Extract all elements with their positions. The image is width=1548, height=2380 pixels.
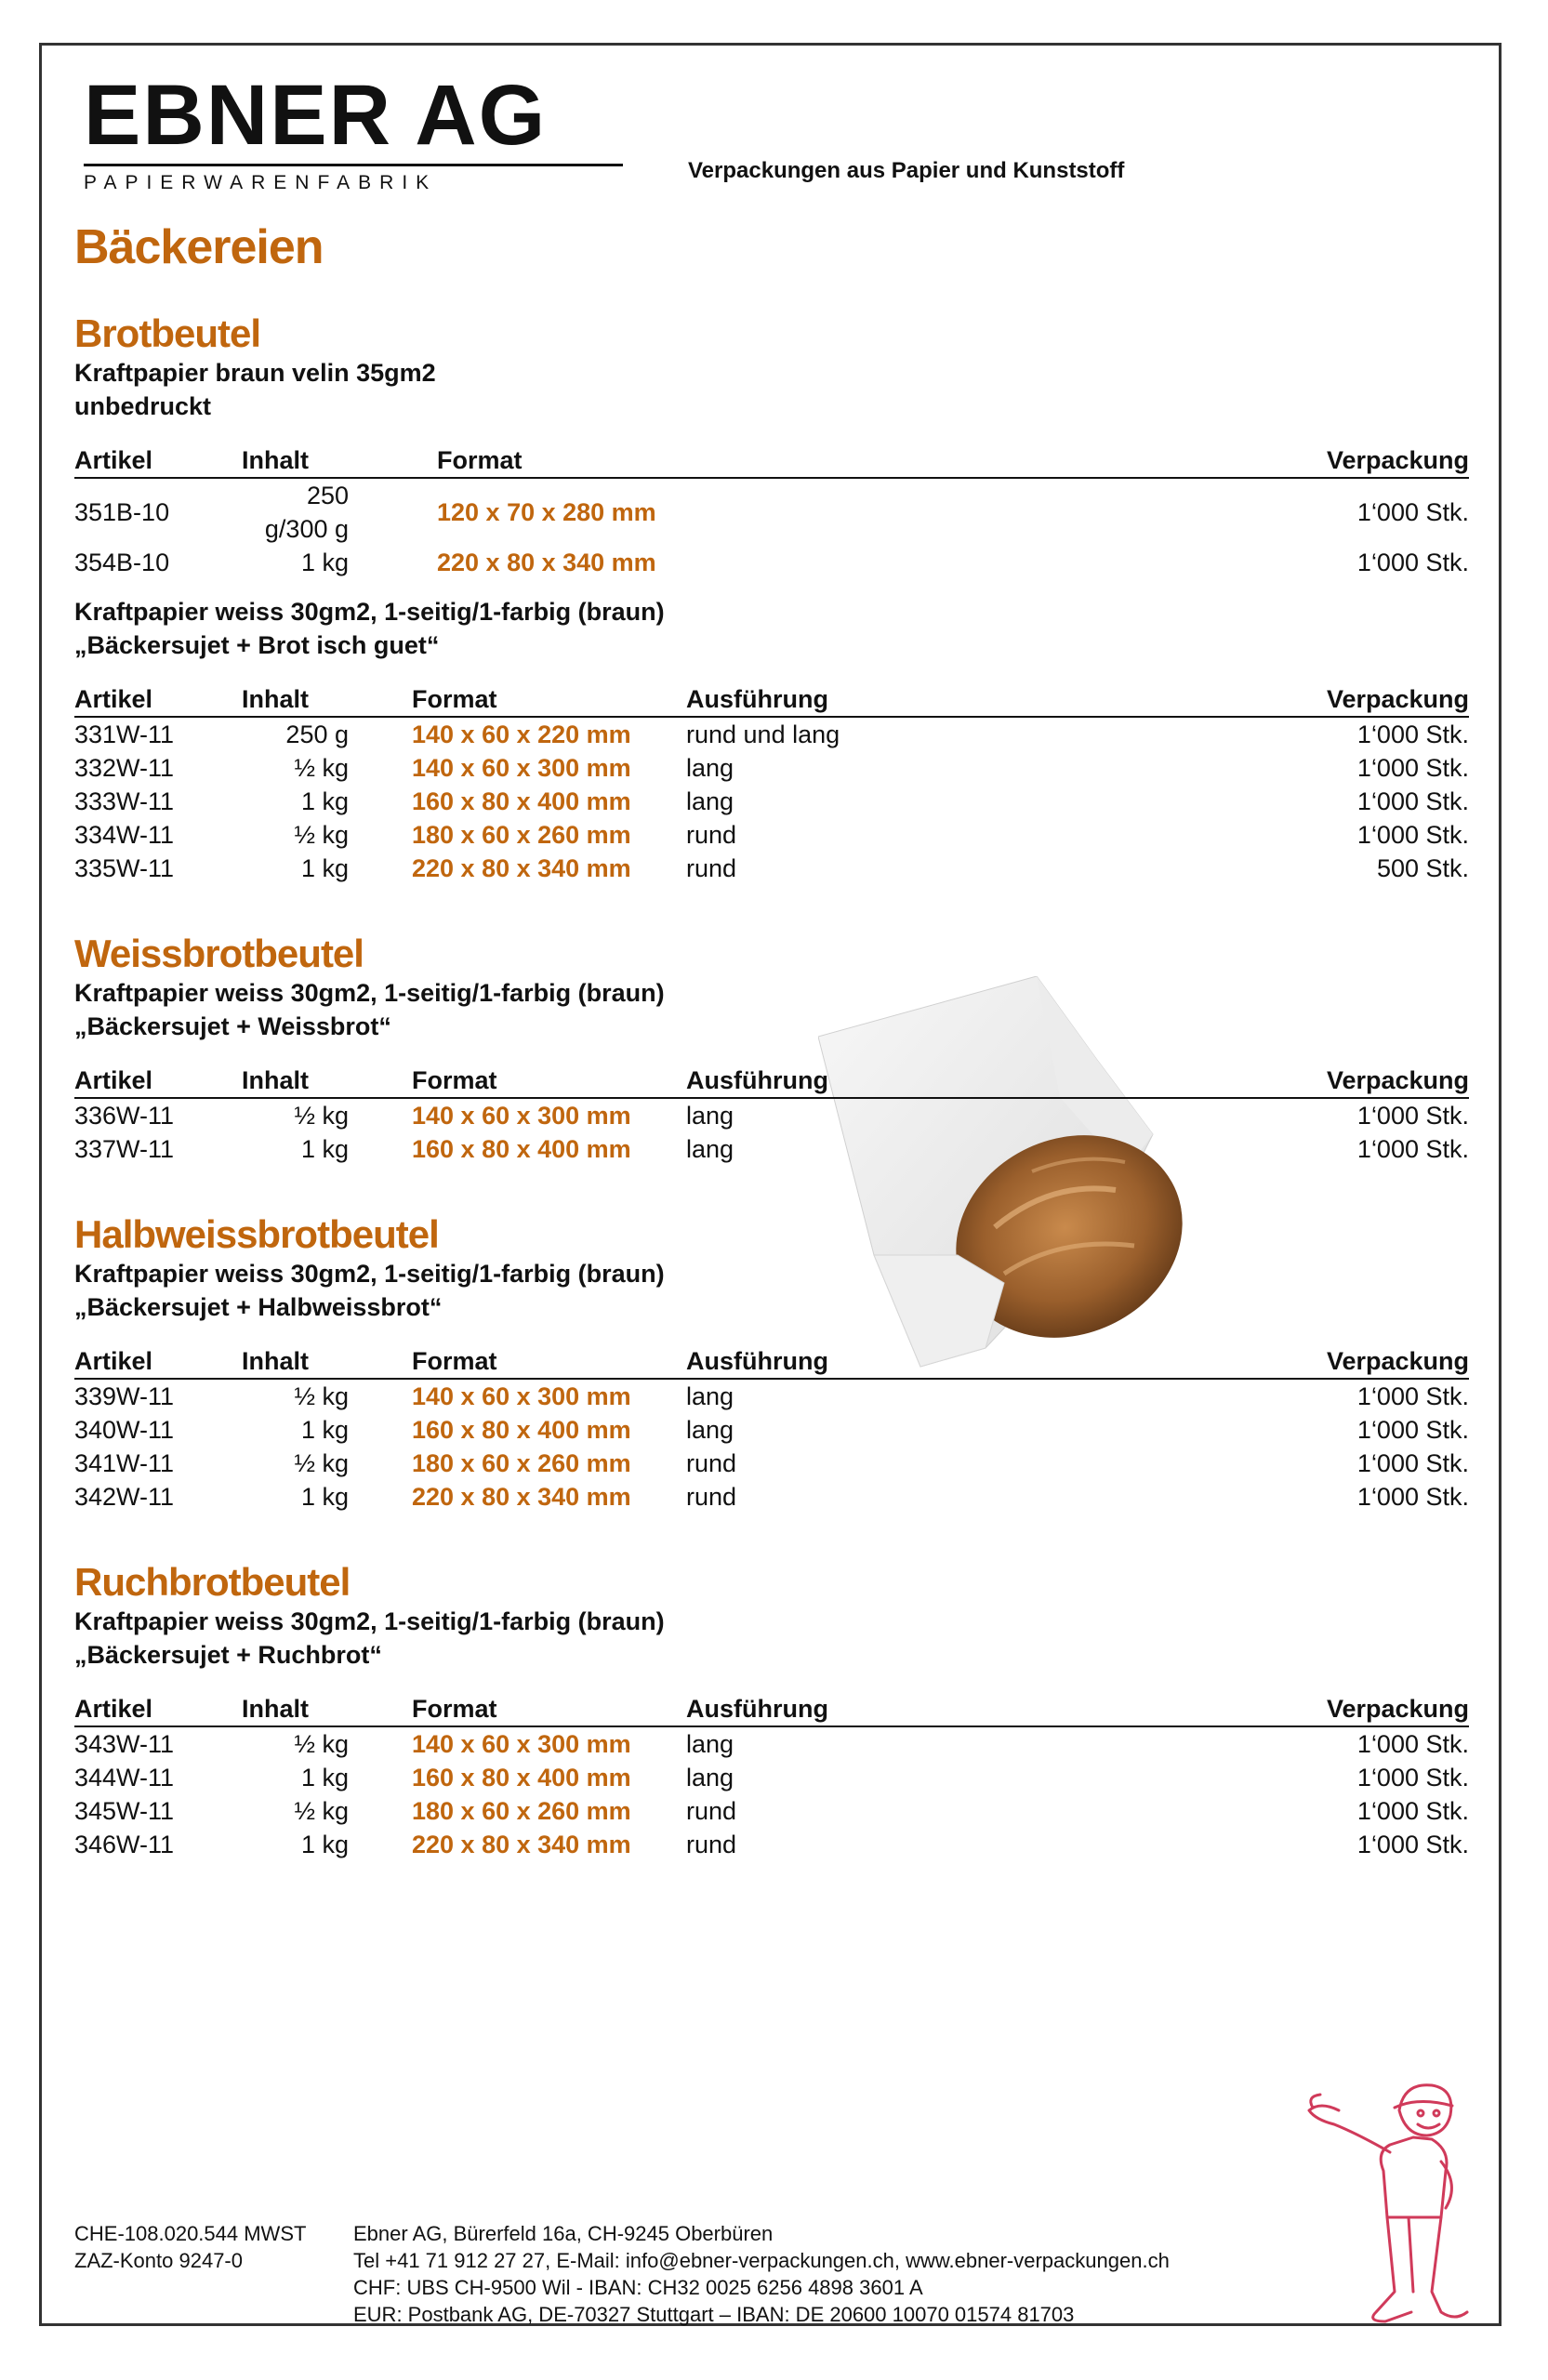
header-ausfuehrung: Ausführung <box>686 1344 1237 1379</box>
table-row <box>74 717 1469 751</box>
cell-format: 120 x 70 x 280 mm <box>437 498 656 526</box>
cell-inhalt: ½ kg <box>294 821 349 849</box>
header-verpackung: Verpackung <box>1237 1692 1469 1726</box>
section-ruchbrotbeutel <box>74 1560 1469 1861</box>
cell-verpackung: 1‘000 Stk. <box>1356 1483 1469 1511</box>
cell-artikel: 336W-11 <box>74 1102 175 1130</box>
footer-account: ZAZ-Konto 9247-0 <box>74 2249 243 2272</box>
page-title: Bäckereien <box>74 220 324 274</box>
table-row <box>74 1828 1469 1861</box>
cell-verpackung: 1‘000 Stk. <box>1356 754 1469 782</box>
header-artikel: Artikel <box>74 1692 242 1726</box>
cell-inhalt: 250 g <box>285 721 349 748</box>
cell-ausfuehrung: rund und lang <box>686 721 840 748</box>
footer-right <box>353 2220 1170 2328</box>
section-desc-2: „Bäckersujet + Weissbrot“ <box>74 1012 391 1040</box>
cell-inhalt: 1 kg <box>300 1764 349 1792</box>
section-desc-2: unbedruckt <box>74 392 212 420</box>
cell-artikel: 351B-10 <box>74 498 170 526</box>
header-ausfuehrung: Ausführung <box>686 682 1237 717</box>
cell-artikel: 342W-11 <box>74 1483 175 1511</box>
cell-inhalt: ½ kg <box>294 1382 349 1410</box>
table-row <box>74 1794 1469 1828</box>
cell-artikel: 339W-11 <box>74 1382 175 1410</box>
section-desc-1: Kraftpapier weiss 30gm2, 1-seitig/1-farbig (braun) <box>74 979 665 1007</box>
header-artikel: Artikel <box>74 443 242 478</box>
table-header-row <box>74 1064 1469 1098</box>
table-row <box>74 1480 1469 1514</box>
cell-inhalt: ½ kg <box>294 1797 349 1825</box>
header-verpackung: Verpackung <box>1237 1344 1469 1379</box>
table-header-row <box>74 1344 1469 1379</box>
table-row <box>74 852 1469 885</box>
section-desc-1: Kraftpapier weiss 30gm2, 1-seitig/1-farbig (braun) <box>74 1260 665 1288</box>
cell-verpackung: 1‘000 Stk. <box>1356 1831 1469 1858</box>
header-artikel: Artikel <box>74 1064 242 1098</box>
cell-format: 220 x 80 x 340 mm <box>412 1483 631 1511</box>
cell-artikel: 354B-10 <box>74 549 170 576</box>
cell-inhalt: 1 kg <box>300 1831 349 1858</box>
cell-verpackung: 1‘000 Stk. <box>1356 498 1469 526</box>
header-inhalt: Inhalt <box>242 1692 412 1726</box>
cell-verpackung: 1‘000 Stk. <box>1356 1382 1469 1410</box>
header-artikel: Artikel <box>74 682 242 717</box>
cell-artikel: 341W-11 <box>74 1449 175 1477</box>
cell-inhalt: 1 kg <box>300 787 349 815</box>
cell-artikel: 344W-11 <box>74 1764 175 1792</box>
cell-artikel: 334W-11 <box>74 821 175 849</box>
cell-ausfuehrung: lang <box>686 1764 734 1792</box>
header-ausfuehrung: Ausführung <box>686 1692 1237 1726</box>
section-title: Halbweissbrotbeutel <box>74 1212 439 1256</box>
cell-format: 140 x 60 x 220 mm <box>412 721 631 748</box>
cell-format: 140 x 60 x 300 mm <box>412 1730 631 1758</box>
cell-inhalt: ½ kg <box>294 754 349 782</box>
header-inhalt: Inhalt <box>242 443 437 478</box>
section-title: Ruchbrotbeutel <box>74 1560 351 1604</box>
header-ausfuehrung <box>711 443 1237 478</box>
header-ausfuehrung: Ausführung <box>686 1064 1237 1098</box>
product-table <box>74 443 1469 579</box>
cell-verpackung: 1‘000 Stk. <box>1356 549 1469 576</box>
table-header-row <box>74 682 1469 717</box>
cell-ausfuehrung: lang <box>686 787 734 815</box>
header-format: Format <box>412 682 686 717</box>
section-desc-2: „Bäckersujet + Ruchbrot“ <box>74 1641 382 1669</box>
product-table <box>74 682 1469 885</box>
section-desc-1: Kraftpapier braun velin 35gm2 <box>74 359 436 387</box>
header-format: Format <box>437 443 711 478</box>
cell-verpackung: 500 Stk. <box>1376 854 1469 882</box>
company-logo <box>84 68 623 194</box>
header-verpackung: Verpackung <box>1237 1064 1469 1098</box>
cell-ausfuehrung <box>711 546 1237 579</box>
logo-rule <box>84 164 623 166</box>
cell-ausfuehrung: lang <box>686 1102 734 1130</box>
section-desc-1: Kraftpapier weiss 30gm2, 1-seitig/1-farbig (braun) <box>74 598 665 626</box>
section-title: Weissbrotbeutel <box>74 932 364 975</box>
table-row <box>74 1098 1469 1132</box>
cell-ausfuehrung: rund <box>686 854 737 882</box>
header-verpackung: Verpackung <box>1237 682 1469 717</box>
cell-verpackung: 1‘000 Stk. <box>1356 1730 1469 1758</box>
cell-ausfuehrung: rund <box>686 1831 737 1858</box>
cell-ausfuehrung: rund <box>686 821 737 849</box>
table-header-row <box>74 1692 1469 1726</box>
cell-artikel: 331W-11 <box>74 721 175 748</box>
cell-inhalt: ½ kg <box>294 1730 349 1758</box>
cell-format: 160 x 80 x 400 mm <box>412 1416 631 1444</box>
cell-verpackung: 1‘000 Stk. <box>1356 1135 1469 1163</box>
section-weissbrotbeutel <box>74 932 1469 1166</box>
cell-format: 160 x 80 x 400 mm <box>412 1135 631 1163</box>
cell-format: 160 x 80 x 400 mm <box>412 1764 631 1792</box>
cell-ausfuehrung: lang <box>686 1382 734 1410</box>
cell-format: 180 x 60 x 260 mm <box>412 1449 631 1477</box>
cell-format: 140 x 60 x 300 mm <box>412 1102 631 1130</box>
header-inhalt: Inhalt <box>242 1064 412 1098</box>
header-tagline: Verpackungen aus Papier und Kunststoff <box>688 158 1125 183</box>
cell-ausfuehrung: rund <box>686 1483 737 1511</box>
cell-artikel: 345W-11 <box>74 1797 175 1825</box>
cell-verpackung: 1‘000 Stk. <box>1356 721 1469 748</box>
cell-ausfuehrung: lang <box>686 1730 734 1758</box>
cell-artikel: 333W-11 <box>74 787 175 815</box>
cell-format: 220 x 80 x 340 mm <box>412 1831 631 1858</box>
cell-inhalt: 1 kg <box>300 1135 349 1163</box>
footer-bank-chf: CHF: UBS CH-9500 Wil - IBAN: CH32 0025 6256 4898 3601 A <box>353 2276 923 2299</box>
table-row <box>74 546 1469 579</box>
cell-artikel: 337W-11 <box>74 1135 175 1163</box>
section-desc-1: Kraftpapier weiss 30gm2, 1-seitig/1-farbig (braun) <box>74 1607 665 1635</box>
cell-ausfuehrung: lang <box>686 1416 734 1444</box>
cell-verpackung: 1‘000 Stk. <box>1356 1797 1469 1825</box>
cell-ausfuehrung: rund <box>686 1449 737 1477</box>
cell-verpackung: 1‘000 Stk. <box>1356 787 1469 815</box>
table-row <box>74 1761 1469 1794</box>
cell-artikel: 332W-11 <box>74 754 175 782</box>
table-row <box>74 478 1469 546</box>
section-desc-2: „Bäckersujet + Brot isch guet“ <box>74 631 440 659</box>
footer-vat: CHE-108.020.544 MWST <box>74 2222 307 2245</box>
cell-verpackung: 1‘000 Stk. <box>1356 821 1469 849</box>
table-row <box>74 1447 1469 1480</box>
cell-inhalt: 1 kg <box>300 1416 349 1444</box>
section-brotbeutel <box>74 311 1469 579</box>
cell-ausfuehrung <box>711 478 1237 546</box>
product-table <box>74 1692 1469 1861</box>
logo-wordmark: EBNER AG <box>84 68 548 163</box>
product-table <box>74 1344 1469 1514</box>
header-inhalt: Inhalt <box>242 682 412 717</box>
cell-artikel: 335W-11 <box>74 854 175 882</box>
header-inhalt: Inhalt <box>242 1344 412 1379</box>
table-row <box>74 785 1469 818</box>
section-title: Brotbeutel <box>74 311 260 355</box>
table-row <box>74 818 1469 852</box>
table-row <box>74 1132 1469 1166</box>
cell-artikel: 343W-11 <box>74 1730 175 1758</box>
cell-ausfuehrung: rund <box>686 1797 737 1825</box>
cell-format: 220 x 80 x 340 mm <box>437 549 656 576</box>
cell-inhalt: ½ kg <box>294 1449 349 1477</box>
header-verpackung: Verpackung <box>1237 443 1469 478</box>
table-row <box>74 751 1469 785</box>
header-format: Format <box>412 1692 686 1726</box>
cell-format: 140 x 60 x 300 mm <box>412 754 631 782</box>
cell-format: 220 x 80 x 340 mm <box>412 854 631 882</box>
cell-format: 140 x 60 x 300 mm <box>412 1382 631 1410</box>
cell-inhalt: 1 kg <box>300 854 349 882</box>
table-header-row <box>74 443 1469 478</box>
table-row <box>74 1726 1469 1761</box>
cell-inhalt: ½ kg <box>294 1102 349 1130</box>
header-format: Format <box>412 1344 686 1379</box>
footer-bank-eur: EUR: Postbank AG, DE-70327 Stuttgart – IBAN: DE 20600 10070 01574 81703 <box>353 2303 1075 2326</box>
cell-inhalt: 250 g/300 g <box>264 482 349 543</box>
cell-verpackung: 1‘000 Stk. <box>1356 1416 1469 1444</box>
product-table <box>74 1064 1469 1166</box>
table-row <box>74 1413 1469 1447</box>
header-format: Format <box>412 1064 686 1098</box>
cell-artikel: 340W-11 <box>74 1416 175 1444</box>
logo-subtitle: PAPIERWARENFABRIK <box>84 172 438 193</box>
section-desc-2: „Bäckersujet + Halbweissbrot“ <box>74 1293 443 1321</box>
cell-verpackung: 1‘000 Stk. <box>1356 1764 1469 1792</box>
footer-left <box>74 2220 306 2274</box>
cell-format: 180 x 60 x 260 mm <box>412 821 631 849</box>
table-row <box>74 1379 1469 1413</box>
cell-ausfuehrung: lang <box>686 1135 734 1163</box>
cell-artikel: 346W-11 <box>74 1831 175 1858</box>
footer-address: Ebner AG, Bürerfeld 16a, CH-9245 Oberbüren <box>353 2222 774 2245</box>
footer-contact: Tel +41 71 912 27 27, E-Mail: info@ebner-verpackungen.ch, www.ebner-verpackungen.ch <box>353 2249 1170 2272</box>
cell-format: 160 x 80 x 400 mm <box>412 787 631 815</box>
section-halbweissbrotbeutel <box>74 1212 1469 1514</box>
cell-verpackung: 1‘000 Stk. <box>1356 1449 1469 1477</box>
baker-mascot-icon <box>1302 2069 1469 2338</box>
cell-inhalt: 1 kg <box>300 1483 349 1511</box>
section-brot-isch-guet <box>74 595 1469 885</box>
cell-ausfuehrung: lang <box>686 754 734 782</box>
header-artikel: Artikel <box>74 1344 242 1379</box>
cell-inhalt: 1 kg <box>300 549 349 576</box>
cell-verpackung: 1‘000 Stk. <box>1356 1102 1469 1130</box>
cell-format: 180 x 60 x 260 mm <box>412 1797 631 1825</box>
